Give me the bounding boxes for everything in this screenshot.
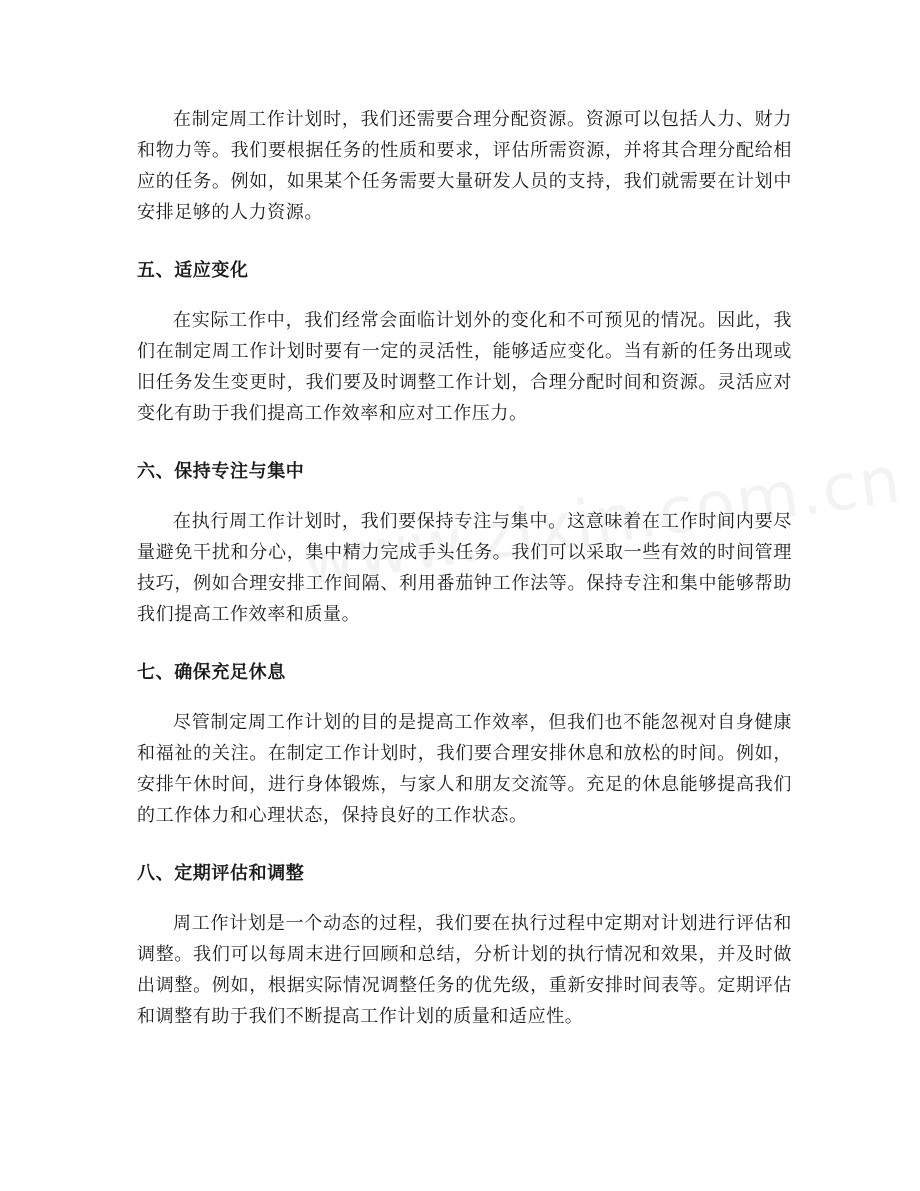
section-paragraph-evaluate-adjust: 周工作计划是一个动态的过程，我们要在执行过程中定期对计划进行评估和调整。我们可以每周末进行回顾和总结，分析计划的执行情况和效果，并及时做出调整。例如，根据实际情况调整任务的优先级，重新安排时间表等。定期评估和调整有助于我们不断提高工作计划的质量和适应性。 <box>137 913 792 1027</box>
section-heading-adapt-to-change: 五、适应变化 <box>137 260 249 281</box>
section-heading-evaluate-adjust: 八、定期评估和调整 <box>137 863 305 884</box>
section-heading-ensure-rest: 七、确保充足休息 <box>137 662 286 683</box>
section-heading-stay-focused: 六、保持专注与集中 <box>137 461 305 482</box>
section-paragraph-ensure-rest: 尽管制定周工作计划的目的是提高工作效率，但我们也不能忽视对自身健康和福祉的关注。在制定工作计划时，我们要合理安排休息和放松的时间。例如，安排午休时间，进行身体锻炼，与家人和朋友交流等。充足的休息能够提高我们的工作体力和心理状态，保持良好的工作状态。 <box>137 712 792 826</box>
intro-paragraph: 在制定周工作计划时，我们还需要合理分配资源。资源可以包括人力、财力和物力等。我们要根据任务的性质和要求，评估所需资源，并将其合理分配给相应的任务。例如，如果某个任务需要大量研发人员的支持，我们就需要在计划中安排足够的人力资源。 <box>137 109 792 223</box>
section-paragraph-stay-focused: 在执行周工作计划时，我们要保持专注与集中。这意味着在工作时间内要尽量避免干扰和分心，集中精力完成手头任务。我们可以采取一些有效的时间管理技巧，例如合理安排工作间隔、利用番茄钟工作法等。保持专注和集中能够帮助我们提高工作效率和质量。 <box>137 511 792 625</box>
section-paragraph-adapt-to-change: 在实际工作中，我们经常会面临计划外的变化和不可预见的情况。因此，我们在制定周工作计划时要有一定的灵活性，能够适应变化。当有新的任务出现或旧任务发生变更时，我们要及时调整工作计划，合理分配时间和资源。灵活应对变化有助于我们提高工作效率和应对工作压力。 <box>137 310 792 424</box>
